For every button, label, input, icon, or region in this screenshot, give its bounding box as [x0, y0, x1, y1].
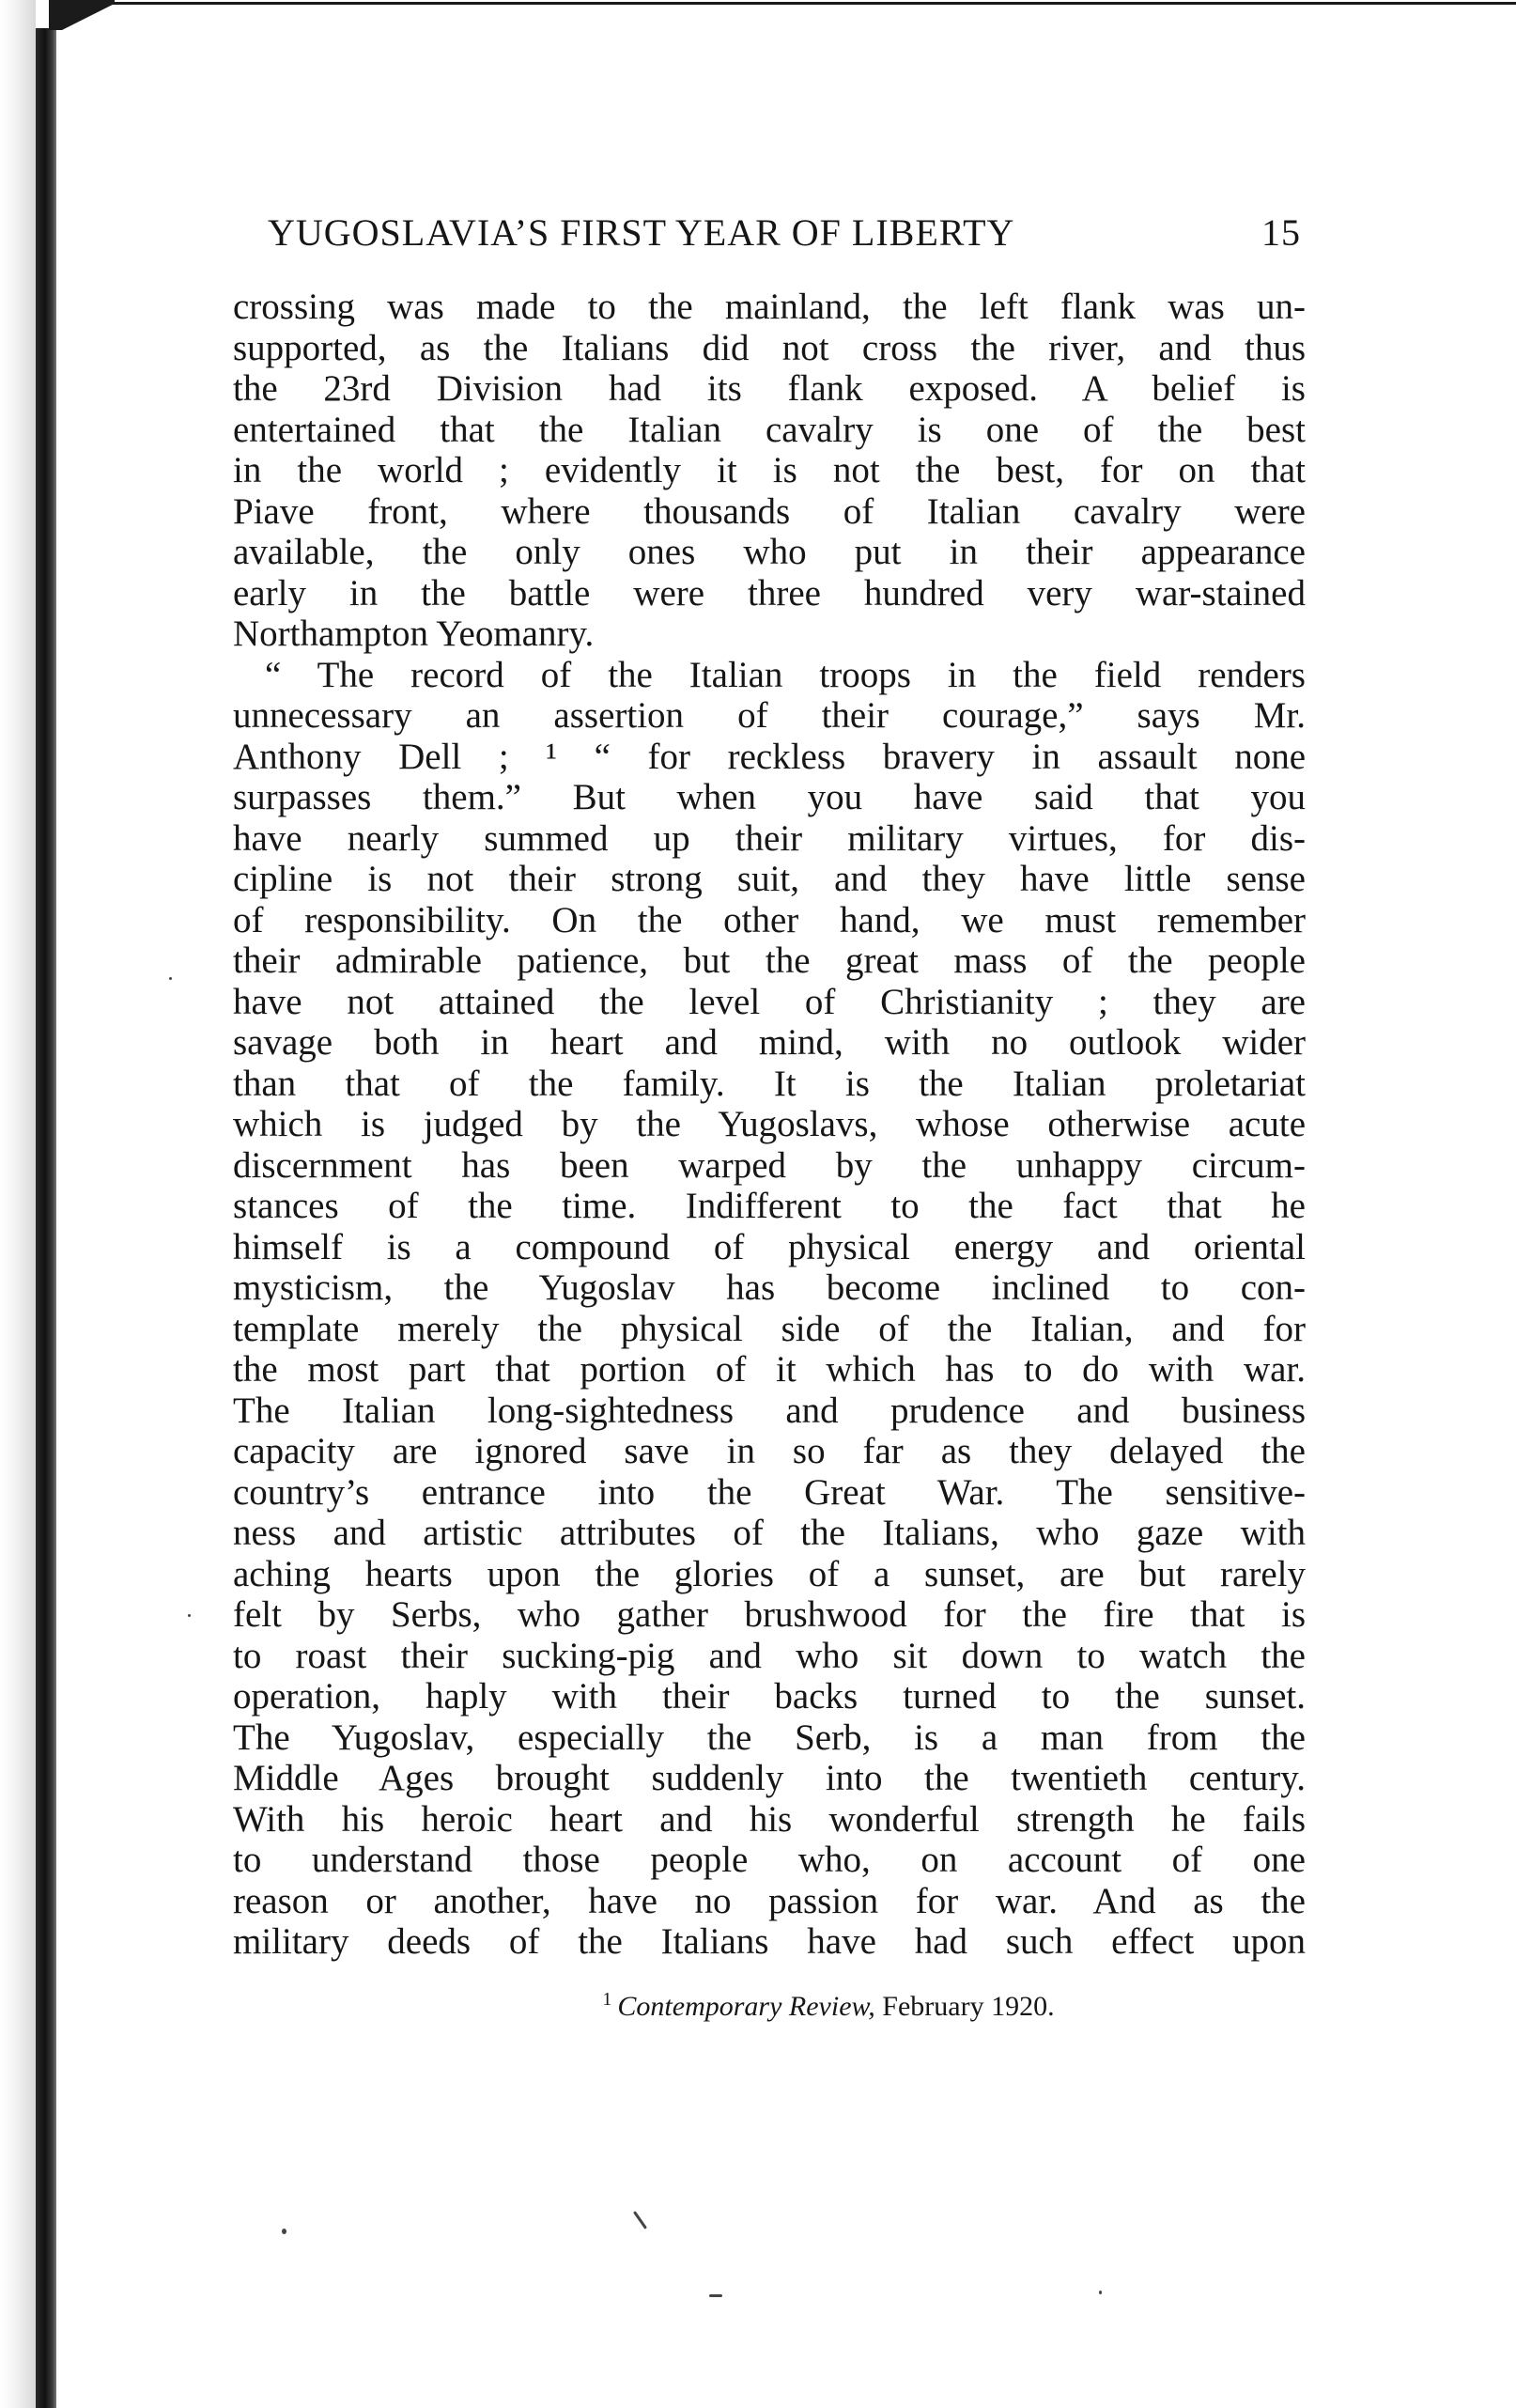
text-line: The Italian long-sightedness and prudence and business: [233, 1390, 1306, 1431]
scan-speck: [709, 2294, 722, 2297]
text-line: entertained that the Italian cavalry is one of the best: [233, 409, 1306, 450]
scan-speck: [169, 977, 172, 980]
text-line: military deeds of the Italians have had such effect upon: [233, 1921, 1306, 1962]
text-line: reason or another, have no passion for war. And as the: [233, 1880, 1306, 1921]
text-line: their admirable patience, but the great mass of the people: [233, 940, 1306, 981]
text-line: stances of the time. Indifferent to the fact that he: [233, 1186, 1306, 1226]
text-line: early in the battle were three hundred very war-stained: [233, 572, 1306, 614]
text-line: surpasses them.” But when you have said that you: [233, 777, 1306, 817]
text-line: available, the only ones who put in their appearance: [233, 532, 1306, 572]
body-text: [233, 287, 1306, 1963]
text-line: the 23rd Division had its flank exposed. A belief is: [233, 368, 1306, 409]
text-line: than that of the family. It is the Italian proletariat: [233, 1063, 1306, 1104]
text-line: “ The record of the Italian troops in the field renders: [265, 654, 1306, 695]
scan-corner: [49, 0, 115, 30]
text-line: felt by Serbs, who gather brushwood for the fire that is: [233, 1594, 1306, 1635]
text-line: Piave front, where thousands of Italian cavalry were: [233, 490, 1306, 532]
text-line: cipline is not their strong suit, and they have little sense: [233, 859, 1306, 899]
text-line: aching hearts upon the glories of a sunset, are but rarely: [233, 1553, 1306, 1594]
text-line: With his heroic heart and his wonderful strength he fails: [233, 1798, 1306, 1840]
text-line: savage both in heart and mind, with no outlook wider: [233, 1022, 1306, 1063]
text-line: which is judged by the Yugoslavs, whose otherwise acute: [233, 1104, 1306, 1144]
text-line: supported, as the Italians did not cross the river, and thus: [233, 327, 1306, 368]
text-line: discernment has been warped by the unhappy circum-: [233, 1144, 1306, 1186]
text-line: Middle Ages brought suddenly into the twentieth century.: [233, 1758, 1306, 1798]
text-line: Northampton Yeomanry.: [233, 614, 595, 654]
running-title: YUGOSLAVIA’S FIRST YEAR OF LIBERTY: [268, 211, 1015, 254]
footnote-source-title: Contemporary Review,: [617, 1991, 875, 2022]
text-line: of responsibility. On the other hand, we must remember: [233, 899, 1306, 940]
text-line: unnecessary an assertion of their courage,” says Mr.: [233, 695, 1306, 736]
scan-speck: [282, 2229, 286, 2234]
footnote-mark: 1: [602, 1989, 612, 2010]
binding-shadow: [36, 28, 56, 2408]
text-line: mysticism, the Yugoslav has become inclined to con-: [233, 1267, 1306, 1308]
text-line: have not attained the level of Christianity ; they are: [233, 981, 1306, 1022]
text-line: country’s entrance into the Great War. The sensitive-: [233, 1471, 1306, 1513]
scan-top-edge: [56, 2, 1516, 5]
text-line: operation, haply with their backs turned to the sunset.: [233, 1676, 1306, 1717]
scan-margin: [0, 0, 36, 2408]
text-line: have nearly summed up their military virtues, for dis-: [233, 817, 1306, 859]
text-line: ness and artistic attributes of the Italians, who gaze with: [233, 1513, 1306, 1553]
page-number: 15: [1261, 211, 1301, 254]
text-line: to understand those people who, on account of one: [233, 1840, 1306, 1880]
text-line: The Yugoslav, especially the Serb, is a man from the: [233, 1717, 1306, 1758]
text-line: capacity are ignored save in so far as they delayed the: [233, 1431, 1306, 1471]
text-line: crossing was made to the mainland, the left flank was un-: [233, 287, 1306, 327]
text-line: the most part that portion of it which has to do with war.: [233, 1349, 1306, 1390]
text-line: Anthony Dell ; ¹ “ for reckless bravery in assault none: [233, 736, 1306, 777]
footnote: [0, 1981, 1516, 2026]
text-line: template merely the physical side of the Italian, and for: [233, 1308, 1306, 1349]
footnote-source-date: February 1920.: [874, 1991, 1055, 2022]
scan-speck: [633, 2211, 647, 2229]
text-line: to roast their sucking-pig and who sit down to watch the: [233, 1635, 1306, 1676]
running-head: [268, 205, 1301, 261]
text-line: in the world ; evidently it is not the best, for on that: [233, 450, 1306, 490]
text-line: himself is a compound of physical energy and oriental: [233, 1226, 1306, 1267]
scan-speck: [188, 1614, 191, 1617]
scan-speck: [1099, 2291, 1102, 2294]
